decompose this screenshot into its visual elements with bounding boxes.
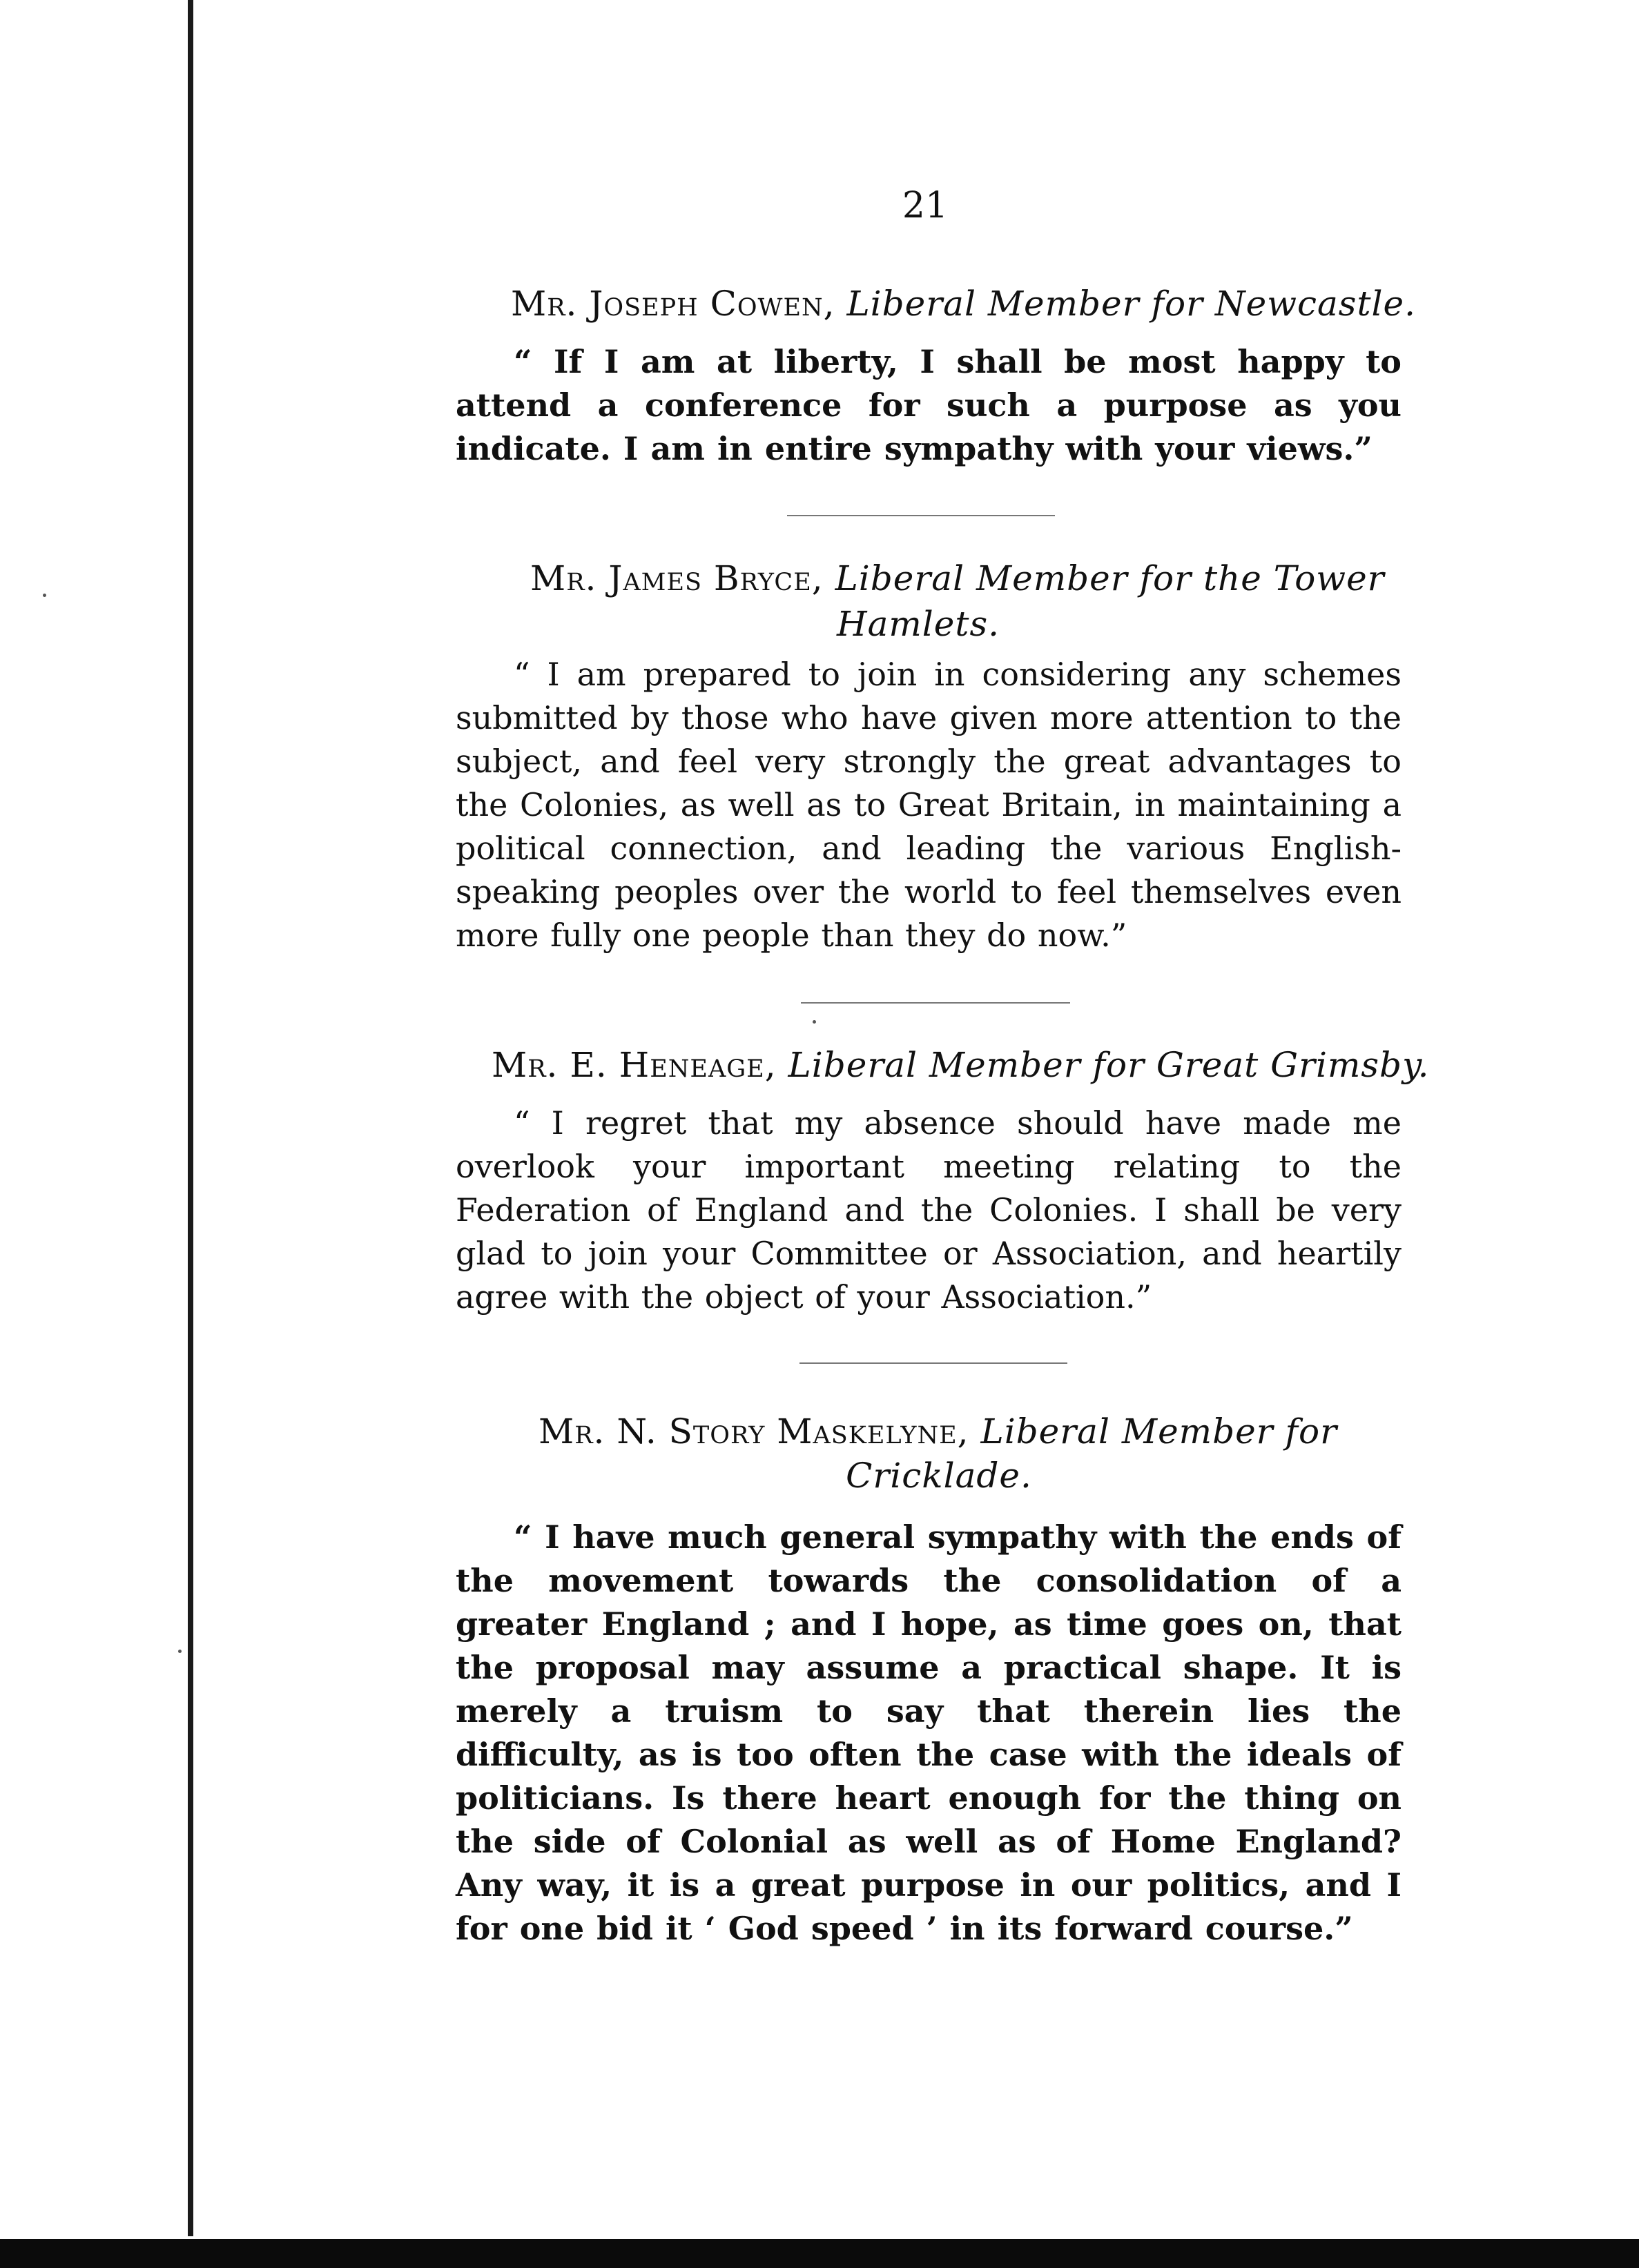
member-name: Mr. N. Story Maskelyne, xyxy=(539,1411,969,1451)
member-description-continued: Cricklade. xyxy=(846,1456,1032,1496)
quote-paragraph: “ I am prepared to join in considering any schemes submitted by those who have given more attention to the subject, and feel very strongly the great advantages to the Colonies, as well as to Great Britain, in maintaining a political connection, and leading the various English-speaking peoples over the world to feel themselves even more fully one people than they do now.” xyxy=(456,656,1402,954)
member-description: Liberal Member for Newcastle. xyxy=(846,284,1417,324)
entry-header xyxy=(511,277,1416,330)
section-divider xyxy=(801,1002,1070,1004)
member-name: Mr. Joseph Cowen, xyxy=(511,284,835,324)
entry-header-continuation xyxy=(815,1449,1063,1502)
section-divider xyxy=(799,1362,1067,1364)
page-binding-edge xyxy=(188,0,193,2236)
quote-paragraph: “ If I am at liberty, I shall be most happy to attend a conference for such a purpose as you indicate. I am in entire sympathy with your views.” xyxy=(456,343,1402,467)
entry-header-continuation xyxy=(815,598,1022,650)
quote-paragraph: “ I regret that my absence should have made me overlook your important meeting relating to the Federation of England and the Colonies. I shall be very glad to join your Committee or Association, and heartily agree with the object of your Association.” xyxy=(456,1104,1402,1316)
entry-header xyxy=(492,1039,1430,1091)
member-description: Liberal Member for xyxy=(980,1411,1337,1451)
scan-speck xyxy=(178,1650,182,1653)
entry-header xyxy=(530,552,1385,605)
member-description: Liberal Member for the Tower xyxy=(835,558,1385,598)
scan-speck xyxy=(813,1020,816,1024)
member-name: Mr. E. Heneage, xyxy=(492,1045,777,1085)
member-description-continued: Hamlets. xyxy=(836,604,1000,644)
scan-bottom-border xyxy=(0,2239,1639,2268)
member-description: Liberal Member for Great Grimsby. xyxy=(788,1045,1430,1085)
page-number: 21 xyxy=(902,185,949,226)
quote-paragraph: “ I have much general sympathy with the ends of the movement towards the consolidation of a greater England ; and I hope, as time goes on, that the proposal may assume a practical shape. It is merely a truism to say that therein lies the difficulty, as is too often the case with the ideals of politicians. Is there heart enough for the thing on the side of Colonial as well as of Home England? Any way, it is a great purpose in our politics, and I for one bid it ‘ God speed ’ in its forward course.” xyxy=(456,1518,1402,1947)
member-name: Mr. James Bryce, xyxy=(530,558,824,598)
section-divider xyxy=(787,515,1055,516)
scan-speck xyxy=(43,594,46,597)
